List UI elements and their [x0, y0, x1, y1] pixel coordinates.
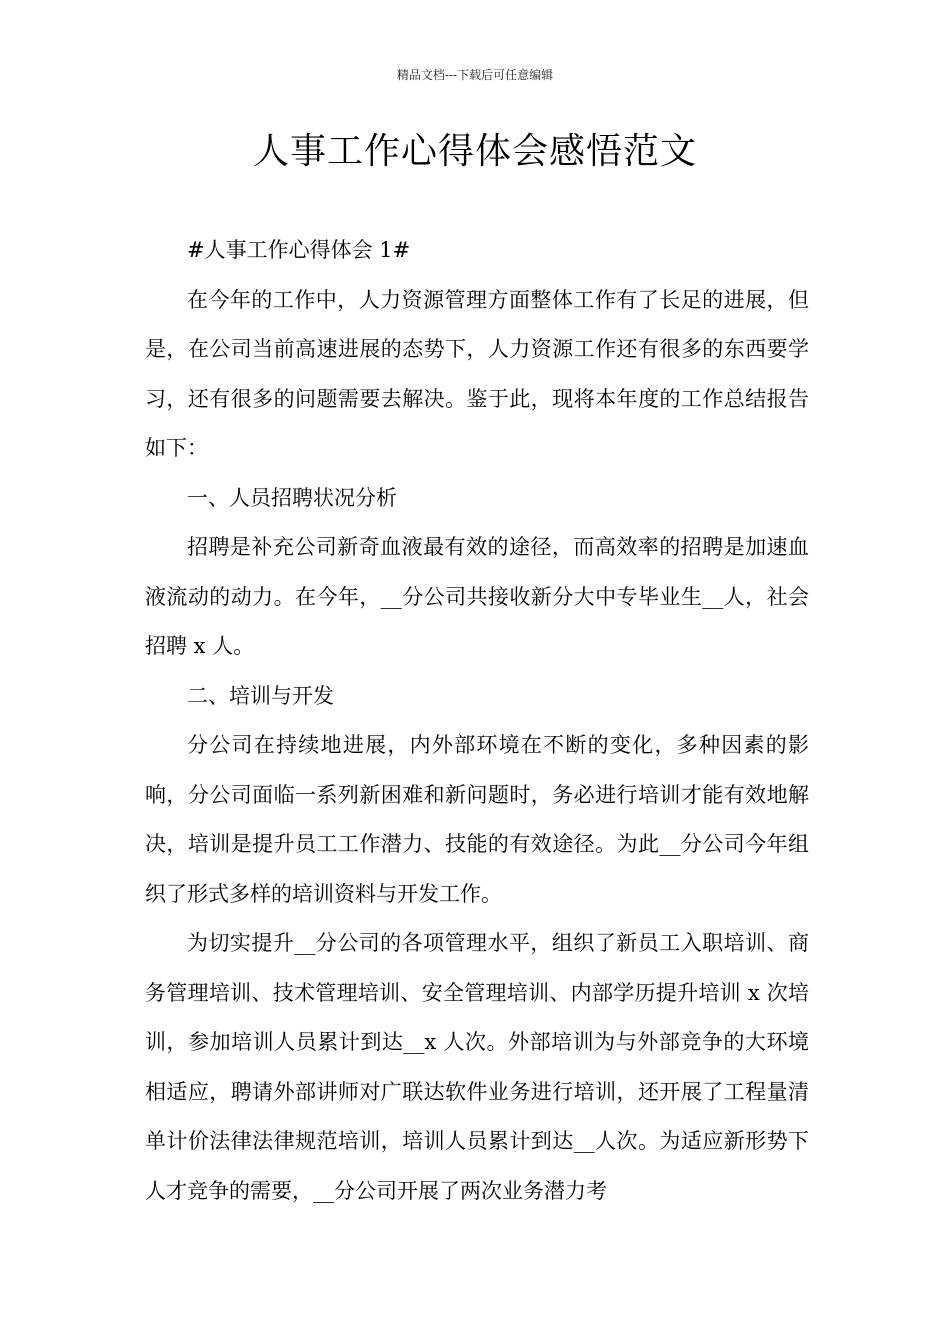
- section-heading-training: 二、培训与开发: [187, 683, 334, 708]
- document-title: 人事工作心得体会感悟范文: [252, 131, 697, 172]
- paragraph-training-1: 分公司在持续地进展，内外部环境在不断的变化，多种因素的影响，分公司面临一系列新困难和新问题时，务必进行培训才能有效地解决，培训是提升员工工作潜力、技能的有效途径。为此__分公司今年组织了形式多样的培训资料与开发工作。: [145, 733, 809, 906]
- paragraph-intro: 在今年的工作中，人力资源管理方面整体工作有了长足的进展，但是，在公司当前高速进展的态势下，人力资源工作还有很多的东西要学习，还有很多的问题需要去解决。鉴于此，现将本年度的工作总结报告如下：: [145, 287, 809, 460]
- document-body: [145, 226, 809, 1216]
- section-heading-1: #人事工作心得体会 1#: [187, 238, 411, 262]
- header-note: 精品文档---下载后可任意编辑: [396, 68, 554, 82]
- paragraph-recruitment: 招聘是补充公司新奇血液最有效的途径，而高效率的招聘是加速血液流动的动力。在今年，__分公司共接收新分大中专毕业生__人，社会招聘 x 人。: [145, 535, 809, 658]
- section-heading-recruitment: 一、人员招聘状况分析: [187, 485, 397, 510]
- paragraph-training-2: 为切实提升__分公司的各项管理水平，组织了新员工入职培训、商务管理培训、技术管理培训、安全管理培训、内部学历提升培训 x 次培训，参加培训人员累计到达__x 人次。外部培训为与外部竞争的大环境相适应，聘请外部讲师对广联达软件业务进行培训，还开展了工程量清单计价法律法律规范培训，培训人员累计到达__人次。为适应新形势下人才竞争的需要，__分公司开展了两次业务潜力考: [145, 931, 809, 1203]
